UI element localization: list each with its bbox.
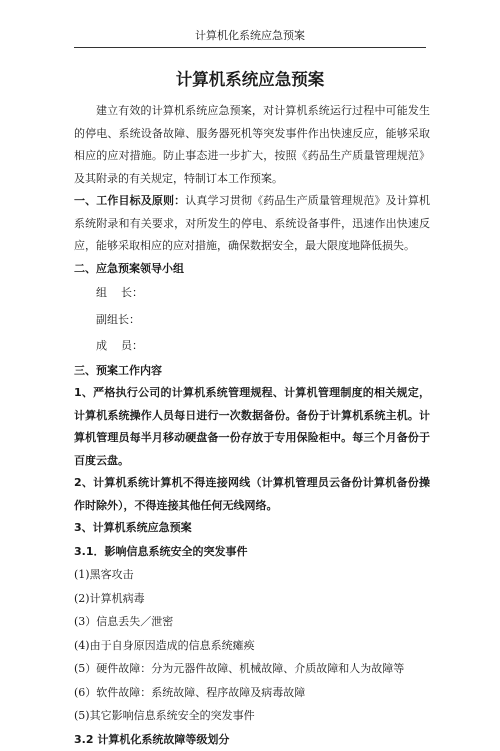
member-line: 成 员： (74, 333, 430, 360)
subsection-3-2: 3.2 计算机化系统故障等级划分 (74, 728, 430, 751)
subsection-3-1: 3.1．影响信息系统安全的突发事件 (74, 540, 430, 564)
event-item: (2)计算机病毒 (74, 587, 430, 611)
section-3-heading: 三、预案工作内容 (74, 360, 430, 383)
item-1: 1、严格执行公司的计算机系统管理规程、计算机管理制度的相关规定， 计算机系统操作人员每日进行一次数据备份。备份于计算机系统主机。计算机管理员每半月移动硬盘备一份存放于专用保险柜中。每三个月备份于百度云盘。 (74, 382, 430, 472)
event-item: (5）硬件故障：分为元器件故障、机械故障、介质故障和人为故障等 (74, 657, 430, 681)
vice-leader-line: 副组长： (74, 307, 430, 334)
document-title: 计算机系统应急预案 (0, 66, 500, 90)
section-1 (74, 190, 430, 258)
event-item: (1)黑客攻击 (74, 563, 430, 587)
document-body (74, 100, 430, 751)
section-1-body: 认真学习贯彻《药品生产质量管理规范》及计算机系统附录和有关要求，对所发生的停电、系统设备事件，迅速作出快速反应，能够采取相应的应对措施，确保数据安全，最大限度地降低损失。 (74, 194, 430, 252)
section-2-heading: 二、应急预案领导小组 (74, 258, 430, 281)
leader-line: 组 长： (74, 280, 430, 307)
intro-paragraph: 建立有效的计算机系统应急预案，对计算机系统运行过程中可能发生的停电、系统设备故障、服务器死机等突发事件作出快速反应，能够采取相应的应对措施。防止事态进一步扩大，按照《药品生产质量管理规范》及其附录的有关规定，特制订本工作预案。 (74, 100, 430, 190)
item-2: 2、计算机系统计算机不得连接网线（计算机管理员云备份计算机备份操作时除外），不得连接其他任何无线网络。 (74, 472, 430, 517)
event-item: (5)其它影响信息系统安全的突发事件 (74, 704, 430, 728)
section-1-heading: 一、工作目标及原则： (74, 194, 185, 207)
event-item: (6）软件故障：系统故障、程序故障及病毒故障 (74, 681, 430, 705)
event-item: (3）信息丢失／泄密 (74, 610, 430, 634)
page-header: 计算机化系统应急预案 (74, 28, 426, 48)
event-item: (4)由于自身原因造成的信息系统瘫痪 (74, 634, 430, 658)
item-3: 3、计算机系统应急预案 (74, 517, 430, 540)
